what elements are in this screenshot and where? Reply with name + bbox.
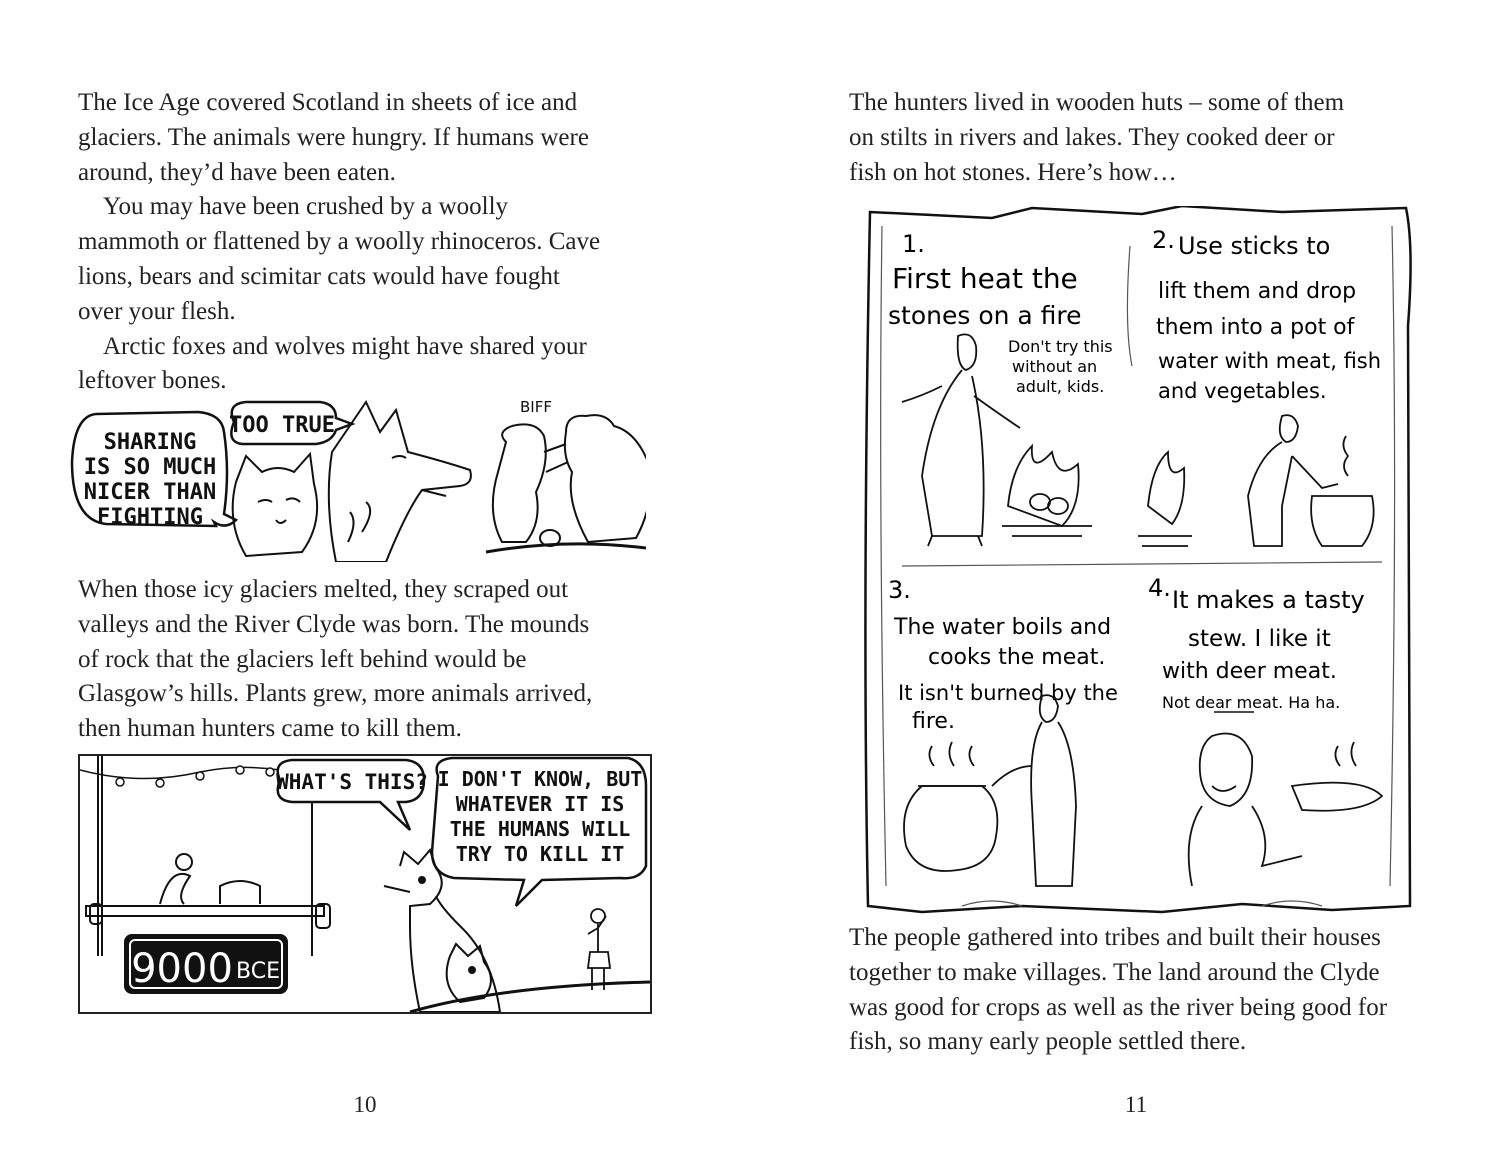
step2-line1: Use sticks to	[1178, 232, 1331, 260]
ground-line	[486, 544, 646, 552]
paragraph-hunters: The hunters lived in wooden huts – some of them on stilts in rivers and lakes. They cooked deer or fish on hot stones. Here’s how…	[849, 89, 1345, 186]
wolf-drawing	[329, 402, 471, 562]
paragraph-tribes: The people gathered into tribes and built their houses together to make villages. The land around the Clyde was good for crops as well as the river being good for fish, so many early people settled there.	[849, 924, 1388, 1056]
bubble-dont-know-line1: I DON'T KNOW, BUT	[437, 767, 643, 791]
comic-animals-sharing	[66, 392, 646, 562]
light-bulbs	[116, 766, 274, 787]
bubble-dont-know-line3: THE HUMANS WILL	[449, 817, 631, 841]
comic-whats-this	[78, 754, 652, 1014]
comic-whats-this-illustration	[80, 756, 650, 1012]
date-sign-number: 9000	[131, 946, 233, 992]
step1-note-line2: without an	[1012, 357, 1098, 376]
bubble-too-true-text: TOO TRUE	[229, 413, 335, 438]
sfx-biff: BIFF	[520, 398, 552, 416]
comic-animals-illustration	[66, 392, 646, 562]
girl-figure-drawing	[588, 909, 610, 990]
fox-drawing	[233, 454, 317, 556]
step1-number: 1.	[902, 230, 925, 258]
fighting-animals-drawing	[493, 415, 646, 546]
page-number-left: 10	[353, 1092, 377, 1117]
step3-line1: The water boils and	[894, 615, 1112, 640]
step3-line2: cooks the meat.	[928, 645, 1106, 670]
right-page	[750, 0, 1500, 1152]
step3-number: 3.	[888, 576, 911, 604]
step2-line3: them into a pot of	[1156, 315, 1355, 340]
step1-line1: First heat the	[892, 262, 1078, 295]
paragraph-glaciers-melted: When those icy glaciers melted, they scraped out valleys and the River Clyde was born. The mounds of rock that the glaciers left behind would be Glasgow’s hills. Plants grew, more animals arrived, then human hunters came to kill them.	[78, 576, 593, 743]
step1-note-line3: adult, kids.	[1016, 377, 1105, 396]
bubble-sharing-line4: FIGHTING	[97, 505, 203, 530]
bubble-dont-know-line2: WHATEVER IT IS	[455, 792, 625, 816]
step1-note-line1: Don't try this	[1008, 337, 1113, 356]
date-sign-suffix: BCE	[236, 959, 280, 984]
paragraph-ice-age: The Ice Age covered Scotland in sheets of ice and glaciers. The animals were hungry. If humans were around, they’d have been eaten. You may have been crushed by a woolly mammoth or flattened by a woolly rhinoceros. Cave lions, bears and scimitar cats would have fought over your flesh. Arctic foxes and wolves might have shared your leftover bones.	[78, 89, 601, 395]
step3-line3: It isn't burned by the	[898, 681, 1118, 705]
step3-line4: fire.	[912, 709, 955, 734]
step2-line4: water with meat, fish	[1158, 349, 1382, 373]
step2-line5: and vegetables.	[1158, 379, 1327, 403]
bubble-sharing-line1: SHARING	[103, 430, 197, 455]
bubble-sharing-line2: IS SO MUCH	[83, 455, 217, 480]
step2-number: 2.	[1152, 226, 1175, 254]
bubble-whats-this-text: WHAT'S THIS?	[276, 770, 428, 794]
step4-line2: stew. I like it	[1188, 626, 1331, 652]
page-number-right: 11	[1124, 1092, 1148, 1117]
wooden-board-illustration	[862, 206, 1414, 914]
bubble-dont-know-line4: TRY TO KILL IT	[455, 842, 625, 866]
step4-number: 4.	[1148, 574, 1171, 602]
step4-line1: It makes a tasty	[1172, 586, 1365, 614]
hill-line	[410, 982, 650, 1012]
step2-line2: lift them and drop	[1158, 279, 1357, 304]
step4-note: Not dear meat. Ha ha.	[1162, 693, 1341, 712]
string-lights	[80, 767, 280, 778]
step1-line2: stones on a fire	[888, 301, 1082, 330]
cooking-instructions-board	[862, 206, 1414, 914]
step4-line3: with deer meat.	[1162, 659, 1337, 684]
bubble-sharing-line3: NICER THAN	[83, 480, 217, 505]
